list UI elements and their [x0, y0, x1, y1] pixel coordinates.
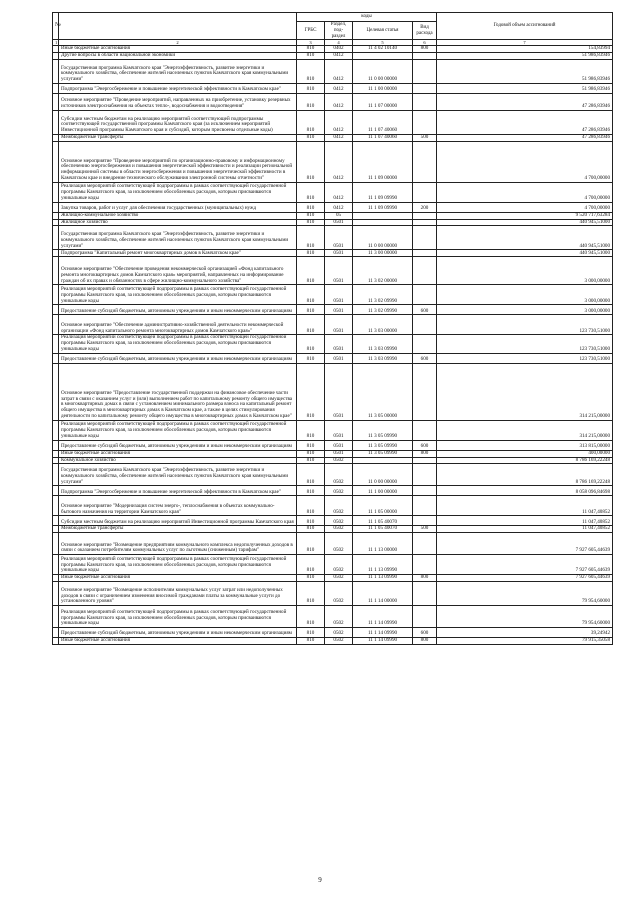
column-number: 4: [325, 40, 353, 46]
column-number: 7: [437, 40, 613, 46]
row-name-cell: Иные бюджетные ассигнования: [59, 46, 297, 53]
table-row: [53, 110, 613, 134]
row-tselevaya-cell: 11 1 09 09990: [353, 182, 413, 202]
row-name-cell: Реализация мероприятий соответствующей подпрограммы в рамках соответствующей государственной программы Камчатского края, за исключением обособленных расходов, которым присваиваются уникальные коды: [59, 335, 297, 353]
row-razdel-cell: 0501: [325, 219, 353, 226]
row-razdel-cell: 0501: [325, 250, 353, 257]
header-grbs: ГРБС: [297, 22, 325, 40]
row-razdel-cell: 0412: [325, 83, 353, 93]
row-tselevaya-cell: 11 1 07 40060: [353, 110, 413, 134]
row-sum-cell: 11 047,40852: [437, 516, 613, 526]
row-tselevaya-cell: 11 1 00 00000: [353, 486, 413, 496]
row-vid-cell: 500: [413, 134, 437, 141]
row-grbs-cell: 810: [297, 486, 325, 496]
row-tselevaya-cell: 11 0 00 00000: [353, 464, 413, 486]
header-vid: Вид расхода: [413, 22, 437, 40]
row-vid-cell: [413, 516, 437, 526]
row-sum-cell: 47 286,83946: [437, 134, 613, 141]
row-name-cell: Иные бюджетные ассигнования: [59, 638, 297, 645]
row-vid-cell: [413, 212, 437, 219]
row-sum-cell: 11 047,40852: [437, 496, 613, 516]
table-row: [53, 53, 613, 60]
row-sum-cell: 51 986,83946: [437, 53, 613, 60]
table-row: [53, 582, 613, 606]
row-sum-cell: 400,00000: [437, 450, 613, 457]
header-name: [59, 13, 297, 40]
row-sum-cell: 7 927 605,44639: [437, 555, 613, 575]
row-grbs-cell: 810: [297, 363, 325, 420]
row-grbs-cell: 810: [297, 533, 325, 555]
row-name-cell: Субсидии местным бюджетам на реализацию мероприятий Инвестиционной программы Камчатского края: [59, 516, 297, 526]
table-row: [53, 496, 613, 516]
row-razdel-cell: 0502: [325, 555, 353, 575]
table-row: [53, 250, 613, 257]
row-vid-cell: [413, 53, 437, 60]
row-name-cell: Предоставление субсидий бюджетным, автономным учреждениям и иным некоммерческим организациям: [59, 628, 297, 638]
row-vid-cell: 600: [413, 353, 437, 363]
row-name-cell: Подпрограмма "Энергосбережение и повышение энергетической эффективности в Камчатском крае": [59, 486, 297, 496]
row-grbs-cell: 810: [297, 219, 325, 226]
row-tselevaya-cell: 11 3 05 00000: [353, 363, 413, 420]
row-vid-cell: 800: [413, 638, 437, 645]
table-row: [53, 257, 613, 285]
table-row: [53, 353, 613, 363]
row-name-cell: Основное мероприятие "Обеспечение административно-хозяйственной деятельности некоммерческой организации «Фонд капитального ремонта многоквартирных домов Камчатского края»": [59, 315, 297, 335]
row-razdel-cell: 0412: [325, 59, 353, 83]
table-row: [53, 457, 613, 464]
row-name-cell: Жилищно-коммунальное хозяйство: [59, 212, 297, 219]
row-vid-cell: [413, 606, 437, 628]
row-razdel-cell: 0502: [325, 516, 353, 526]
row-name-cell: Реализация мероприятий соответствующей подпрограммы в рамках соответствующей государственной программы Камчатского края, за исключением обособленных расходов, которым присваиваются уникальные коды: [59, 182, 297, 202]
table-row: [53, 533, 613, 555]
row-razdel-cell: 0412: [325, 202, 353, 212]
row-razdel-cell: 0502: [325, 628, 353, 638]
row-sum-cell: 314 215,00000: [437, 420, 613, 440]
row-sum-cell: 79 954,60000: [437, 606, 613, 628]
row-sum-cell: 123 730,51000: [437, 335, 613, 353]
row-grbs-cell: 810: [297, 93, 325, 110]
table-row: [53, 226, 613, 250]
row-tselevaya-cell: 11 3 02 09990: [353, 305, 413, 315]
row-tselevaya-cell: 11 3 03 00000: [353, 315, 413, 335]
row-grbs-cell: 810: [297, 46, 325, 53]
row-razdel-cell: 0501: [325, 305, 353, 315]
row-sum-cell: 7 927 605,44639: [437, 575, 613, 582]
row-vid-cell: 800: [413, 450, 437, 457]
row-tselevaya-cell: 11 3 03 09990: [353, 335, 413, 353]
row-tselevaya-cell: 11 3 02 09990: [353, 285, 413, 305]
row-razdel-cell: 0502: [325, 457, 353, 464]
row-razdel-cell: 0501: [325, 285, 353, 305]
row-grbs-cell: 810: [297, 212, 325, 219]
row-name-cell: Предоставление субсидий бюджетным, автономным учреждениям и иным некоммерческим организациям: [59, 440, 297, 450]
row-tselevaya-cell: 11 3 05 09990: [353, 450, 413, 457]
table-row: [53, 59, 613, 83]
row-razdel-cell: 0501: [325, 257, 353, 285]
row-name-cell: Предоставление субсидий бюджетным, автономным учреждениям и иным некоммерческим организациям: [59, 353, 297, 363]
row-tselevaya-cell: 11 1 09 00000: [353, 141, 413, 182]
row-grbs-cell: 810: [297, 83, 325, 93]
row-sum-cell: 79 954,60000: [437, 582, 613, 606]
row-sum-cell: 123 730,51000: [437, 315, 613, 335]
row-razdel-cell: 0412: [325, 53, 353, 60]
row-sum-cell: 440 945,51000: [437, 219, 613, 226]
column-number: 3: [297, 40, 325, 46]
row-razdel-cell: 0412: [325, 134, 353, 141]
header-num: №: [53, 13, 59, 40]
row-name-cell: Основное мероприятие "Модернизация систем энерго-, теплоснабжения в объектах коммунально-бытового назначения на территории Камчатского края": [59, 496, 297, 516]
row-sum-cell: 79 915,35058: [437, 638, 613, 645]
row-tselevaya-cell: 11 1 13 00000: [353, 533, 413, 555]
row-grbs-cell: 810: [297, 134, 325, 141]
row-grbs-cell: 810: [297, 457, 325, 464]
row-name-cell: Основное мероприятие "Проведение мероприятий по организационно-правовому и информационному обеспечению энергосбережения и повышения энергетической эффективности и реализации региональной информационной системы в области энергосбережения и повышения энергетической эффективности в Камчатском крае и внедрение технического обслуживания электронной системы отчетности": [59, 141, 297, 182]
row-razdel-cell: 0501: [325, 335, 353, 353]
row-sum-cell: 154,83994: [437, 46, 613, 53]
row-vid-cell: 800: [413, 46, 437, 53]
row-tselevaya-cell: [353, 457, 413, 464]
row-tselevaya-cell: [353, 219, 413, 226]
row-razdel-cell: 0501: [325, 226, 353, 250]
row-razdel-cell: 0502: [325, 486, 353, 496]
row-grbs-cell: 810: [297, 638, 325, 645]
row-grbs-cell: 810: [297, 582, 325, 606]
row-grbs-cell: 810: [297, 305, 325, 315]
row-razdel-cell: 0501: [325, 363, 353, 420]
row-name-cell: Основное мероприятие "Возмещение исполнителям коммунальных услуг затрат или недополученных доходов в связи с ограничением изменения вносимой гражданами платы за коммунальные услуги до установленного уровня": [59, 582, 297, 606]
row-razdel-cell: 0412: [325, 182, 353, 202]
row-sum-cell: 8 058 096,84698: [437, 486, 613, 496]
row-razdel-cell: 0502: [325, 575, 353, 582]
table-row: [53, 83, 613, 93]
row-grbs-cell: 810: [297, 526, 325, 533]
table-row: [53, 363, 613, 420]
row-tselevaya-cell: 11 4 02 10140: [353, 46, 413, 53]
row-razdel-cell: 0501: [325, 315, 353, 335]
row-vid-cell: [413, 486, 437, 496]
row-name-cell: Субсидии местным бюджетам на реализацию мероприятий соответствующей подпрограммы соответствующей государственной программы Камчатского края (за исключением мероприятий Инвестиционной программы Камчатского края и субсидий, которым присвоены отдельные коды): [59, 110, 297, 134]
table-body: [53, 46, 613, 645]
table-row: [53, 606, 613, 628]
row-vid-cell: 800: [413, 575, 437, 582]
table-row: [53, 526, 613, 533]
row-sum-cell: 9 520 717,63284: [437, 212, 613, 219]
row-vid-cell: [413, 182, 437, 202]
row-sum-cell: 47 286,83946: [437, 93, 613, 110]
column-number: 5: [353, 40, 413, 46]
table-row: [53, 141, 613, 182]
row-tselevaya-cell: 11 1 14 09990: [353, 638, 413, 645]
table-row: [53, 93, 613, 110]
row-name-cell: Реализация мероприятий соответствующей подпрограммы в рамках соответствующей государственной программы Камчатского края, за исключением обособленных расходов, которым присваиваются уникальные коды: [59, 555, 297, 575]
row-vid-cell: [413, 363, 437, 420]
document-page: [52, 12, 612, 645]
row-grbs-cell: 810: [297, 464, 325, 486]
row-grbs-cell: 810: [297, 59, 325, 83]
table-row: [53, 219, 613, 226]
row-tselevaya-cell: 11 1 05 40070: [353, 526, 413, 533]
row-sum-cell: 4 700,00000: [437, 141, 613, 182]
row-tselevaya-cell: 11 1 14 09990: [353, 606, 413, 628]
row-vid-cell: [413, 457, 437, 464]
row-grbs-cell: 810: [297, 226, 325, 250]
row-sum-cell: 8 786 169,22248: [437, 457, 613, 464]
row-razdel-cell: 0412: [325, 110, 353, 134]
row-tselevaya-cell: 11 1 09 09990: [353, 202, 413, 212]
row-tselevaya-cell: 11 1 13 09990: [353, 575, 413, 582]
row-name-cell: Подпрограмма "Энергосбережение и повышение энергетической эффективности в Камчатском крае": [59, 83, 297, 93]
table-row: [53, 464, 613, 486]
row-vid-cell: [413, 582, 437, 606]
row-vid-cell: 600: [413, 305, 437, 315]
row-grbs-cell: 810: [297, 315, 325, 335]
header-razdel: Раздел, под-раздел: [325, 22, 353, 40]
row-name-cell: Межбюджетные трансферты: [59, 526, 297, 533]
row-name-cell: Реализация мероприятий соответствующей подпрограммы в рамках соответствующей государственной программы Камчатского края, за исключением обособленных расходов, которым присваиваются уникальные коды: [59, 285, 297, 305]
row-grbs-cell: 810: [297, 606, 325, 628]
row-tselevaya-cell: 11 1 14 00000: [353, 582, 413, 606]
row-sum-cell: 4 700,00000: [437, 182, 613, 202]
table-row: [53, 555, 613, 575]
header-tselevaya: Целевая статья: [353, 22, 413, 40]
table-row: [53, 516, 613, 526]
row-tselevaya-cell: 11 1 05 00000: [353, 496, 413, 516]
table-row: [53, 486, 613, 496]
row-tselevaya-cell: 11 3 05 09990: [353, 440, 413, 450]
table-row: [53, 335, 613, 353]
table-row: [53, 285, 613, 305]
row-grbs-cell: 810: [297, 516, 325, 526]
row-name-cell: Межбюджетные трансферты: [59, 134, 297, 141]
row-tselevaya-cell: 11 0 00 00000: [353, 226, 413, 250]
table-row: [53, 315, 613, 335]
row-name-cell: Жилищное хозяйство: [59, 219, 297, 226]
row-vid-cell: [413, 250, 437, 257]
row-name-cell: Закупка товаров, работ и услуг для обеспечения государственных (муниципальных) нужд: [59, 202, 297, 212]
row-sum-cell: 8 786 169,22248: [437, 464, 613, 486]
row-grbs-cell: 810: [297, 141, 325, 182]
row-razdel-cell: 0402: [325, 46, 353, 53]
column-number: 6: [413, 40, 437, 46]
row-vid-cell: [413, 315, 437, 335]
row-name-cell: Реализация мероприятий соответствующей подпрограммы в рамках соответствующей государственной программы Камчатского края, за исключением обособленных расходов, которым присваиваются уникальные коды: [59, 420, 297, 440]
row-sum-cell: 51 986,83946: [437, 59, 613, 83]
table-row: [53, 628, 613, 638]
row-vid-cell: [413, 257, 437, 285]
row-name-cell: Основное мероприятие "Обеспечение проведения некоммерческой организацией «Фонд капитального ремонта многоквартирных домов Камчатского края» мероприятий, направленных на информирование граждан об их правах и обязанностях в сфере жилищно-коммунального хозяйства": [59, 257, 297, 285]
row-name-cell: Государственная программа Камчатского края "Энергоэффективность, развитие энергетики и коммунального хозяйства, обеспечение жителей населенных пунктов Камчатского края коммунальными услугами": [59, 464, 297, 486]
row-razdel-cell: 05: [325, 212, 353, 219]
row-tselevaya-cell: 11 3 03 09990: [353, 353, 413, 363]
row-razdel-cell: 0501: [325, 420, 353, 440]
row-name-cell: Иные бюджетные ассигнования: [59, 450, 297, 457]
row-sum-cell: 314 215,00000: [437, 363, 613, 420]
row-grbs-cell: 810: [297, 440, 325, 450]
row-vid-cell: 200: [413, 202, 437, 212]
row-sum-cell: 39,24942: [437, 628, 613, 638]
row-name-cell: Основное мероприятие "Предоставление государственной поддержки на финансовое обеспечение части затрат в связи с оказанием услуг и (или) выполнением работ по капитальному ремонту общего имущества в многоквартирных домах в связи с установлением минимального размера взноса на капитальный ремонт общего имущества в многоквартирных домах в Камчатском крае, а также в целях стимулирования деятельности по капитальному ремонту общего имущества в многоквартирных домах в Камчатском крае": [59, 363, 297, 420]
row-grbs-cell: 810: [297, 182, 325, 202]
row-tselevaya-cell: [353, 212, 413, 219]
row-vid-cell: [413, 285, 437, 305]
row-grbs-cell: 810: [297, 250, 325, 257]
table-row: [53, 202, 613, 212]
row-sum-cell: 11 047,40852: [437, 526, 613, 533]
row-grbs-cell: 810: [297, 575, 325, 582]
row-tselevaya-cell: 11 1 14 09990: [353, 628, 413, 638]
row-name-cell: Коммунальное хозяйство: [59, 457, 297, 464]
table-row: [53, 440, 613, 450]
page-number: 9: [318, 876, 322, 884]
row-sum-cell: 3 000,00000: [437, 257, 613, 285]
row-vid-cell: 600: [413, 628, 437, 638]
table-row: [53, 420, 613, 440]
row-name-cell: Реализация мероприятий соответствующей подпрограммы в рамках соответствующей государственной программы Камчатского края, за исключением обособленных расходов, которым присваиваются уникальные коды: [59, 606, 297, 628]
row-razdel-cell: 0502: [325, 464, 353, 486]
row-sum-cell: 3 000,00000: [437, 285, 613, 305]
row-name-cell: Государственная программа Камчатского края "Энергоэффективность, развитие энергетики и коммунального хозяйства, обеспечение жителей населенных пунктов Камчатского края коммунальными услугами": [59, 226, 297, 250]
row-tselevaya-cell: 11 1 07 00000: [353, 93, 413, 110]
row-vid-cell: [413, 533, 437, 555]
table-row: [53, 305, 613, 315]
row-name-cell: Предоставление субсидий бюджетным, автономным учреждениям и иным некоммерческим организациям: [59, 305, 297, 315]
row-grbs-cell: 810: [297, 110, 325, 134]
row-tselevaya-cell: 11 1 00 00000: [353, 83, 413, 93]
row-sum-cell: 3 000,00000: [437, 305, 613, 315]
row-vid-cell: [413, 93, 437, 110]
row-name-cell: Основное мероприятие "Проведение мероприятий, направленных на приобретение, установку резервных источников электроснабжения на объектах тепло-, водоснабжения и водоотведения": [59, 93, 297, 110]
row-vid-cell: [413, 420, 437, 440]
header-codes: коды: [297, 13, 437, 22]
row-name-cell: Основное мероприятие "Возмещение предприятиям коммунального комплекса недополученных доходов в связи с оказанием потребителям коммунальных услуг по льготным (сниженным) тарифам": [59, 533, 297, 555]
row-grbs-cell: 810: [297, 335, 325, 353]
row-grbs-cell: 810: [297, 450, 325, 457]
row-razdel-cell: 0502: [325, 582, 353, 606]
row-grbs-cell: 810: [297, 420, 325, 440]
row-vid-cell: [413, 555, 437, 575]
row-vid-cell: [413, 496, 437, 516]
header-amount: Годовой объем ассигнований: [437, 13, 613, 40]
row-razdel-cell: 0501: [325, 440, 353, 450]
row-razdel-cell: 0412: [325, 93, 353, 110]
row-sum-cell: 7 927 605,44639: [437, 533, 613, 555]
row-grbs-cell: 810: [297, 555, 325, 575]
row-razdel-cell: 0502: [325, 606, 353, 628]
row-sum-cell: 47 286,83946: [437, 110, 613, 134]
row-sum-cell: 4 700,00000: [437, 202, 613, 212]
row-tselevaya-cell: 11 1 07 40060: [353, 134, 413, 141]
row-vid-cell: [413, 226, 437, 250]
row-vid-cell: [413, 335, 437, 353]
table-row: [53, 575, 613, 582]
budget-table: [52, 12, 613, 645]
row-razdel-cell: 0502: [325, 533, 353, 555]
row-name-cell: Государственная программа Камчатского края "Энергоэффективность, развитие энергетики и коммунального хозяйства, обеспечение жителей населенных пунктов Камчатского края коммунальными услугами": [59, 59, 297, 83]
row-razdel-cell: 0502: [325, 638, 353, 645]
row-vid-cell: [413, 141, 437, 182]
table-row: [53, 638, 613, 645]
row-vid-cell: [413, 110, 437, 134]
column-number: 2: [59, 40, 297, 46]
row-razdel-cell: 0501: [325, 353, 353, 363]
row-vid-cell: [413, 83, 437, 93]
row-razdel-cell: 0502: [325, 526, 353, 533]
table-row: [53, 182, 613, 202]
row-razdel-cell: 0501: [325, 450, 353, 457]
column-number: 1: [53, 40, 59, 46]
row-grbs-cell: 810: [297, 53, 325, 60]
row-sum-cell: 440 945,51000: [437, 226, 613, 250]
row-tselevaya-cell: 11 1 05 40070: [353, 516, 413, 526]
row-vid-cell: 600: [413, 440, 437, 450]
row-name-cell: Другие вопросы в области национальной экономики: [59, 53, 297, 60]
table-row: [53, 134, 613, 141]
row-grbs-cell: 810: [297, 496, 325, 516]
row-grbs-cell: 810: [297, 353, 325, 363]
row-sum-cell: 440 945,51000: [437, 250, 613, 257]
row-tselevaya-cell: 11 1 13 09990: [353, 555, 413, 575]
row-sum-cell: 123 730,51000: [437, 353, 613, 363]
row-name-cell: Иные бюджетные ассигнования: [59, 575, 297, 582]
row-razdel-cell: 0502: [325, 496, 353, 516]
row-sum-cell: 313 815,00000: [437, 440, 613, 450]
row-grbs-cell: 810: [297, 628, 325, 638]
row-grbs-cell: 810: [297, 285, 325, 305]
row-tselevaya-cell: [353, 53, 413, 60]
row-tselevaya-cell: 11 3 02 00000: [353, 257, 413, 285]
row-name-cell: Подпрограмма "Капитальный ремонт многоквартирных домов в Камчатском крае": [59, 250, 297, 257]
row-grbs-cell: 810: [297, 257, 325, 285]
row-grbs-cell: 810: [297, 202, 325, 212]
row-vid-cell: 500: [413, 526, 437, 533]
row-tselevaya-cell: 11 0 00 00000: [353, 59, 413, 83]
row-vid-cell: [413, 464, 437, 486]
row-sum-cell: 51 986,83946: [437, 83, 613, 93]
row-vid-cell: [413, 219, 437, 226]
row-razdel-cell: 0412: [325, 141, 353, 182]
row-tselevaya-cell: 11 3 00 00000: [353, 250, 413, 257]
row-vid-cell: [413, 59, 437, 83]
row-tselevaya-cell: 11 3 05 09990: [353, 420, 413, 440]
